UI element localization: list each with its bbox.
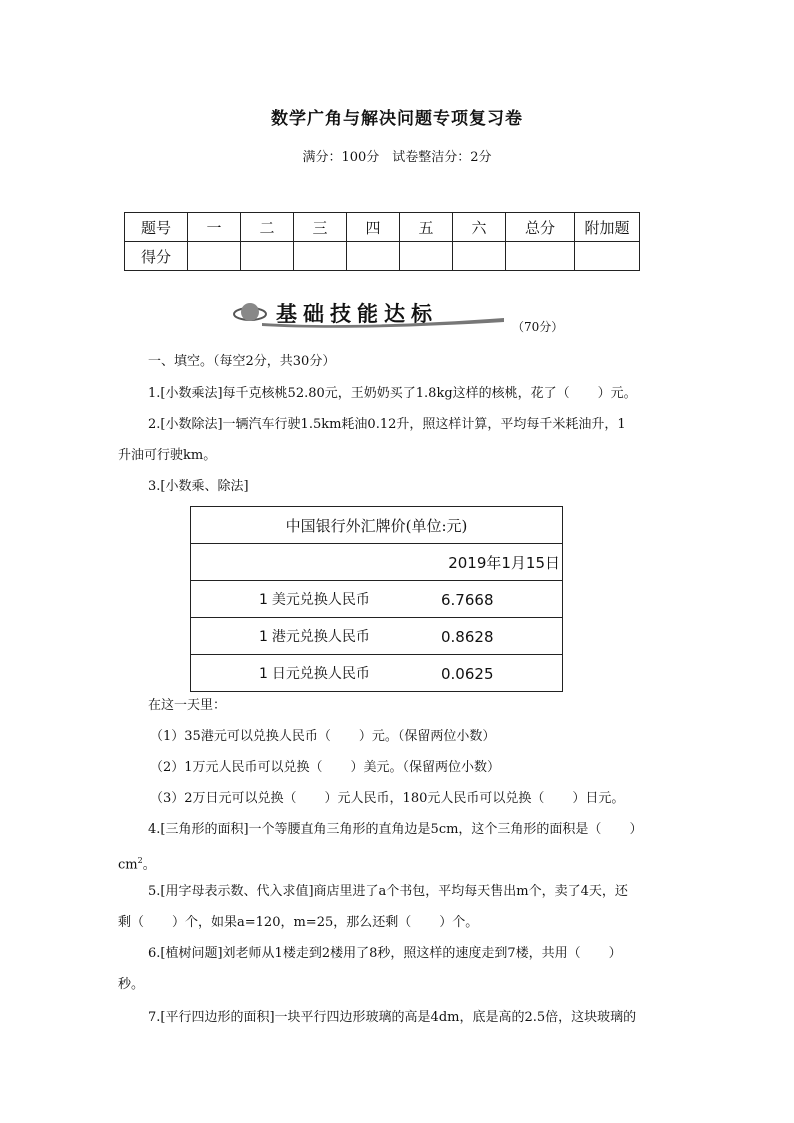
score-entry[interactable] <box>294 242 347 271</box>
section-score: （70分） <box>512 320 564 334</box>
unit-text: cm <box>118 857 138 873</box>
score-entry[interactable] <box>506 242 575 271</box>
rate-label: 美元兑换人民币 <box>271 592 370 608</box>
score-entry[interactable] <box>453 242 506 271</box>
question-text: （3）2万日元可以兑换（ <box>150 791 297 806</box>
section-title: 基础技能达标 <box>276 302 438 326</box>
score-entry[interactable] <box>347 242 400 271</box>
rate-row <box>191 581 563 618</box>
rate-value: 0.8628 <box>441 628 494 646</box>
question-4-line-2 <box>118 852 156 874</box>
score-table-header-row <box>125 213 640 242</box>
question-text: ）元。 <box>597 386 637 401</box>
question-6-line-2: 秒。 <box>118 977 145 992</box>
question-3-2 <box>150 759 500 777</box>
rate-label: 港元兑换人民币 <box>271 629 370 645</box>
question-2-line-1: 2.[小数除法]一辆汽车行驶1.5km耗油0.12升，照这样计算，平均每千米耗油升，1 <box>148 417 626 432</box>
question-7-line-1: 7.[平行四边形的面积]一块平行四边形玻璃的高是4dm，底是高的2.5倍，这块玻璃的 <box>148 1010 637 1025</box>
score-cell: 题号 <box>125 213 188 242</box>
rate-value: 6.7668 <box>441 591 494 609</box>
rate-label: 日元兑换人民币 <box>271 666 370 682</box>
question-3-intro: 在这一天里： <box>148 698 227 713</box>
question-text: ） <box>629 822 643 837</box>
score-cell: 六 <box>453 213 506 242</box>
question-text: ）美元。（保留两位小数） <box>350 760 501 775</box>
question-text: （2）1万元人民币可以兑换（ <box>150 760 323 775</box>
question-1 <box>148 385 637 403</box>
score-cell: 四 <box>347 213 400 242</box>
question-text: ）日元。 <box>572 791 625 806</box>
question-4-line-1 <box>148 821 642 839</box>
question-text: 4.[三角形的面积]一个等腰直角三角形的直角边是5cm，这个三角形的面积是（ <box>148 822 602 837</box>
part1-heading: 一、填空。（每空2分，共30分） <box>148 354 336 369</box>
question-text: 剩（ <box>118 915 145 930</box>
question-text: ）个。 <box>439 915 479 930</box>
score-entry[interactable] <box>241 242 294 271</box>
rate-table-title: 中国银行外汇牌价(单位:元) <box>191 507 563 544</box>
score-cell: 三 <box>294 213 347 242</box>
score-table-score-row <box>125 242 640 271</box>
question-2-line-2: 升油可行驶km。 <box>118 448 217 463</box>
question-3-3 <box>150 790 624 808</box>
planet-icon <box>241 303 259 321</box>
rate-table-date: 2019年1月15日 <box>191 544 563 581</box>
score-entry[interactable] <box>575 242 640 271</box>
rate-amount: 1 <box>259 592 268 608</box>
question-3-1 <box>150 728 495 746</box>
score-info: 满分：100分 试卷整洁分：2分 <box>302 150 492 165</box>
rate-row <box>191 655 563 692</box>
question-text: 1.[小数乘法]每千克核桃52.80元，王奶奶买了1.8kg这样的核桃，花了（ <box>148 386 570 401</box>
score-cell: 附加题 <box>575 213 640 242</box>
score-cell: 一 <box>188 213 241 242</box>
score-entry[interactable] <box>188 242 241 271</box>
score-table <box>124 212 640 271</box>
question-6-line-1 <box>148 945 622 963</box>
question-text: （1）35港元可以兑换人民币（ <box>150 729 331 744</box>
question-3: 3.[小数乘、除法] <box>148 479 249 494</box>
page-title: 数学广角与解决问题专项复习卷 <box>271 109 523 129</box>
section-banner <box>232 296 572 332</box>
score-cell: 二 <box>241 213 294 242</box>
question-text: ）元。（保留两位小数） <box>358 729 496 744</box>
score-cell: 总分 <box>506 213 575 242</box>
question-text: ）元人民币，180元人民币可以兑换（ <box>324 791 545 806</box>
question-text: 。 <box>142 857 156 873</box>
question-text: ）个，如果a=120，m=25，那么还剩（ <box>172 915 412 930</box>
question-5-line-1: 5.[用字母表示数、代入求值]商店里进了a个书包，平均每天售出m个，卖了4天，还 <box>148 884 628 899</box>
score-entry[interactable] <box>400 242 453 271</box>
rate-amount: 1 <box>259 629 268 645</box>
exchange-rate-table <box>190 506 563 692</box>
rate-row <box>191 618 563 655</box>
unit-superscript: 2 <box>137 856 143 865</box>
question-5-line-2 <box>118 914 478 932</box>
score-cell: 五 <box>400 213 453 242</box>
question-text: ） <box>608 946 622 961</box>
question-text: 6.[植树问题]刘老师从1楼走到2楼用了8秒，照这样的速度走到7楼，共用（ <box>148 946 581 961</box>
score-cell: 得分 <box>125 242 188 271</box>
rate-amount: 1 <box>259 666 268 682</box>
rate-value: 0.0625 <box>441 665 494 683</box>
